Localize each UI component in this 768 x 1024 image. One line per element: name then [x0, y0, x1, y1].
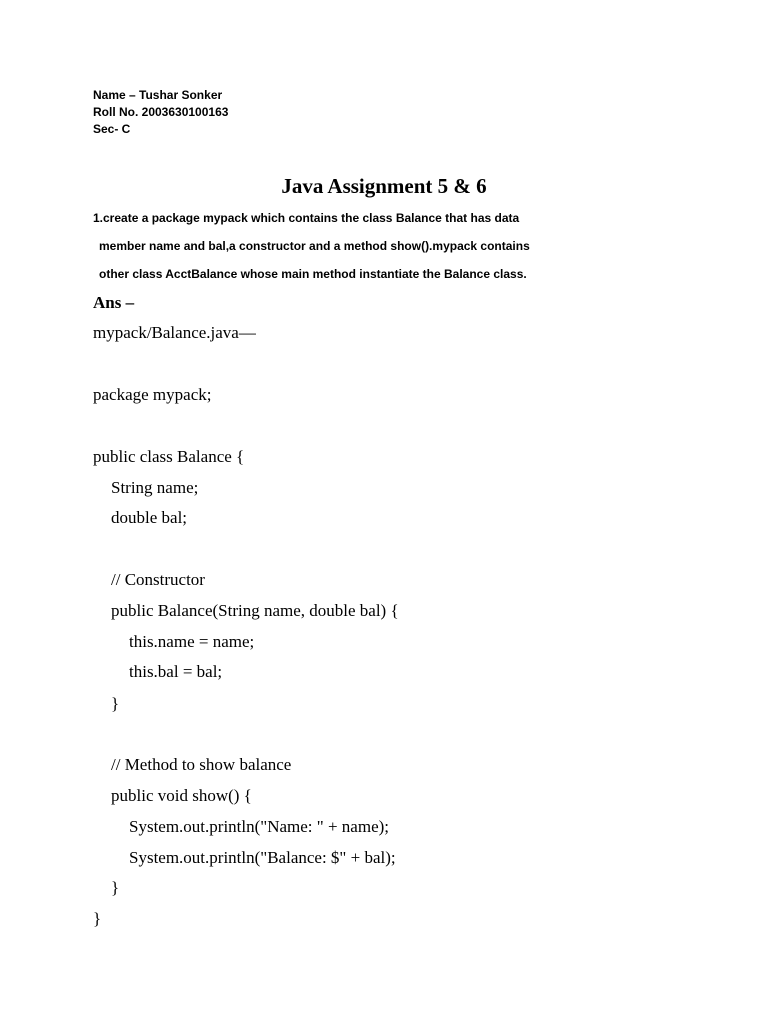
code-line: } — [111, 878, 120, 897]
code-line: System.out.println("Balance: $" + bal); — [129, 848, 396, 867]
code-line: } — [111, 694, 120, 713]
code-line: public Balance(String name, double bal) { — [111, 601, 399, 620]
code-filename: mypack/Balance.java— — [93, 323, 256, 342]
question-line-1: 1.create a package mypack which contains the class Balance that has data — [93, 211, 520, 225]
code-line: this.bal = bal; — [129, 662, 223, 681]
answer-label: Ans – — [93, 293, 135, 312]
page-title: Java Assignment 5 & 6 — [281, 174, 487, 198]
code-line: this.name = name; — [129, 632, 255, 651]
code-comment: // Method to show balance — [111, 755, 292, 774]
code-line: public class Balance { — [93, 447, 245, 466]
question-line-3: other class AcctBalance whose main method instantiate the Balance class. — [99, 267, 527, 281]
code-line: } — [93, 909, 102, 928]
student-name: Name – Tushar Sonker — [93, 88, 223, 102]
code-line: package mypack; — [93, 385, 212, 404]
question-line-2: member name and bal,a constructor and a method show().mypack contains — [99, 239, 530, 253]
code-comment: // Constructor — [111, 570, 205, 589]
section: Sec- C — [93, 122, 131, 136]
code-line: public void show() { — [111, 786, 252, 805]
code-line: System.out.println("Name: " + name); — [129, 817, 390, 836]
code-line: String name; — [111, 478, 199, 497]
roll-number: Roll No. 2003630100163 — [93, 105, 229, 119]
code-line: double bal; — [111, 508, 188, 527]
